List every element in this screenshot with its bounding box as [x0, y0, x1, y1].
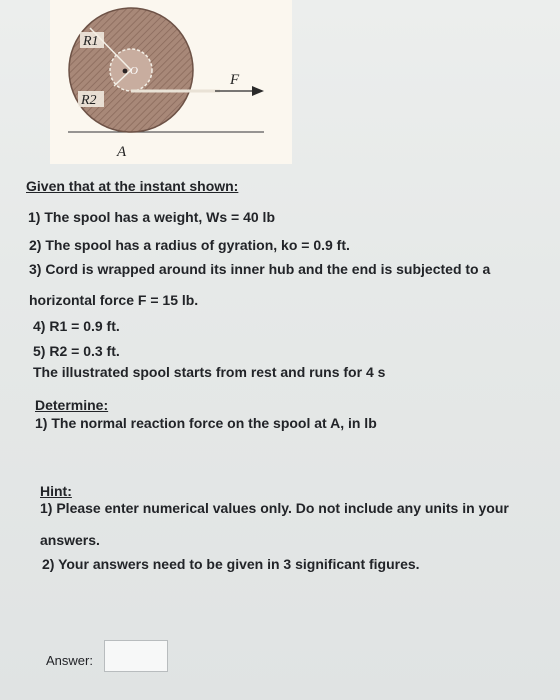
label-f: F	[230, 72, 240, 88]
spool-diagram	[50, 0, 292, 164]
hint-item-1-line-2: answers.	[40, 532, 100, 548]
center-point	[123, 69, 128, 74]
label-o: O	[130, 65, 138, 77]
given-statement: The illustrated spool starts from rest and runs for 4 s	[33, 364, 386, 380]
label-r1: R1	[83, 34, 99, 49]
given-item-4: 4) R1 = 0.9 ft.	[33, 318, 120, 334]
determine-heading: Determine:	[35, 397, 109, 413]
given-heading: Given that at the instant shown:	[26, 178, 239, 194]
given-item-3-line-1: 3) Cord is wrapped around its inner hub and the end is subjected to a	[29, 261, 491, 277]
spool-figure	[50, 0, 292, 164]
determine-item-1: 1) The normal reaction force on the spool at A, in lb	[35, 415, 377, 431]
given-item-1: 1) The spool has a weight, Ws = 40 lb	[28, 209, 275, 225]
hint-item-1-line-1: 1) Please enter numerical values only. Do not include any units in your	[40, 500, 509, 516]
given-item-5: 5) R2 = 0.3 ft.	[33, 343, 120, 359]
label-r2: R2	[81, 93, 97, 108]
given-item-3-line-2: horizontal force F = 15 lb.	[29, 292, 199, 308]
given-item-2: 2) The spool has a radius of gyration, ko = 0.9 ft.	[29, 237, 350, 253]
hint-heading: Hint:	[40, 483, 72, 499]
answer-input[interactable]	[104, 640, 168, 672]
force-arrowhead	[252, 86, 264, 96]
label-a: A	[117, 144, 127, 160]
hint-item-2: 2) Your answers need to be given in 3 significant figures.	[42, 556, 420, 572]
answer-label: Answer:	[46, 653, 93, 668]
